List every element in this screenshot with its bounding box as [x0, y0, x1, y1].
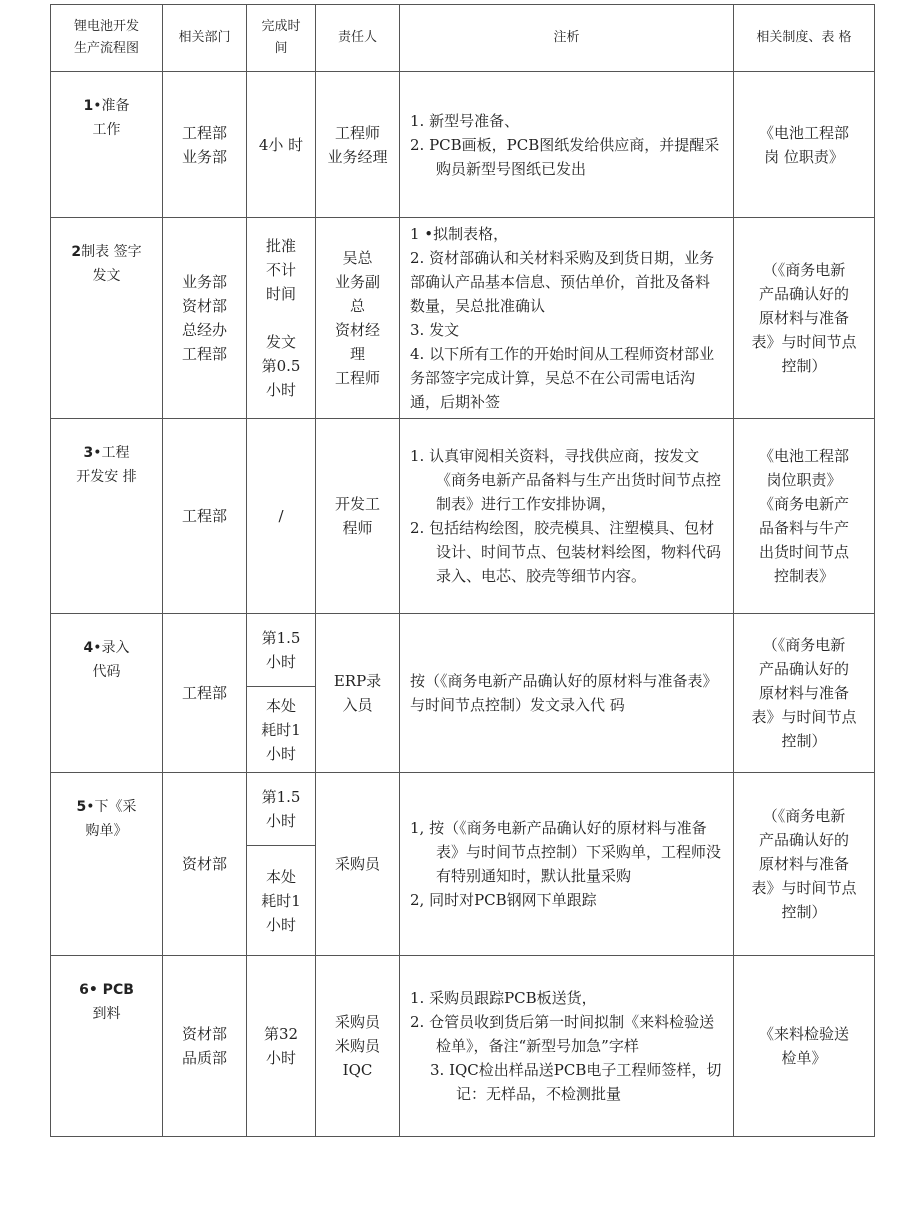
table-row [51, 956, 875, 1137]
related-cell: 《电池工程部 岗 位职责》 [734, 72, 875, 218]
owner-cell: ERP录 入员 [316, 614, 400, 773]
note-cell: 1 •拟制表格， 2. 资材部确认和关材料采购及到货日期，业务部确认产品基本信息、预估单价，首批及备料数量，吴总批准确认 3. 发文 4. 以下所有工作的开始时间从工程师资材部业务部签字完成计算，吴总不在公司需电话沟通，后期补签 [400, 218, 734, 419]
note-cell: 1. 采购员跟踪PCB板送货， 2. 仓管员收到货后第一时间拟制《来料检验送检单》，备注“新型号加急”字样 3. IQC检出样品送PCB电子工程师签样，切记：无样品，不检测批量 [400, 956, 734, 1137]
owner-cell: 采购员 米购员 IQC [316, 956, 400, 1137]
dept-cell: 资材部 [163, 773, 247, 956]
note-cell: 按（《商务电新产品确认好的原材料与准备表》与时间节点控制）发文录入代 码 [400, 614, 734, 773]
table-row [51, 218, 875, 419]
related-cell: （《商务电新 产品确认好的 原材料与准备 表》与时间节点 控制） [734, 218, 875, 419]
dept-cell: 工程部 [163, 614, 247, 773]
table-row [51, 773, 875, 846]
related-cell: （《商务电新 产品确认好的 原材料与准备 表》与时间节点 控制） [734, 773, 875, 956]
step-cell: 5•下《采 购单》 [51, 773, 163, 956]
note-cell: 1. 新型号准备、 2. PCB画板，PCB图纸发给供应商，并提醒采购员新型号图纸已发出 [400, 72, 734, 218]
table-row [51, 614, 875, 687]
owner-cell: 开发工 程师 [316, 419, 400, 614]
time-cell: 第1.5 小时 [247, 614, 316, 687]
note-cell: 1, 按（《商务电新产品确认好的原材料与准备表》与时间节点控制）下采购单，工程师没有特别通知时，默认批量采购 2, 同时对PCB钢网下单跟踪 [400, 773, 734, 956]
owner-cell: 吴总 业务副 总 资材经 理 工程师 [316, 218, 400, 419]
header-note: 注析 [400, 5, 734, 72]
process-table [50, 4, 875, 1137]
table-row [51, 72, 875, 218]
step-cell: 3•工程 开发安 排 [51, 419, 163, 614]
header-related: 相关制度、表 格 [734, 5, 875, 72]
header-owner: 责任人 [316, 5, 400, 72]
step-cell: 1•准备 工作 [51, 72, 163, 218]
time-cell: 第32 小时 [247, 956, 316, 1137]
time-cell: / [247, 419, 316, 614]
related-cell: 《来料检验送 检单》 [734, 956, 875, 1137]
header-time: 完成时 间 [247, 5, 316, 72]
time-cell: 本处 耗时1 小时 [247, 846, 316, 956]
step-cell: 2制表 签字 发文 [51, 218, 163, 419]
dept-cell: 业务部 资材部 总经办 工程部 [163, 218, 247, 419]
dept-cell: 工程部 [163, 419, 247, 614]
step-cell: 4•录入 代码 [51, 614, 163, 773]
step-cell: 6• PCB 到料 [51, 956, 163, 1137]
header-row [51, 5, 875, 72]
owner-cell: 工程师 业务经理 [316, 72, 400, 218]
related-cell: 《电池工程部 岗位职责》 《商务电新产 品备料与牛产 出货时间节点 控制表》 [734, 419, 875, 614]
time-cell: 第1.5 小时 [247, 773, 316, 846]
note-cell: 1. 认真审阅相关资料，寻找供应商，按发文《商务电新产品备料与生产出货时间节点控制表》进行工作安排协调， 2. 包括结构绘图，胶壳模具、注塑模具、包材设计、时间节点、包装材料绘图，物料代码录入、电芯、胶壳等细节内容。 [400, 419, 734, 614]
header-dept: 相关部门 [163, 5, 247, 72]
time-cell: 本处 耗时1 小时 [247, 687, 316, 773]
table-row [51, 419, 875, 614]
time-cell: 4小 时 [247, 72, 316, 218]
header-flow: 锂电池开发 生产流程图 [51, 5, 163, 72]
dept-cell: 工程部 业务部 [163, 72, 247, 218]
time-cell: 批准 不计 时间 发文 第0.5 小时 [247, 218, 316, 419]
related-cell: （《商务电新 产品确认好的 原材料与准备 表》与时间节点 控制） [734, 614, 875, 773]
dept-cell: 资材部 品质部 [163, 956, 247, 1137]
owner-cell: 采购员 [316, 773, 400, 956]
